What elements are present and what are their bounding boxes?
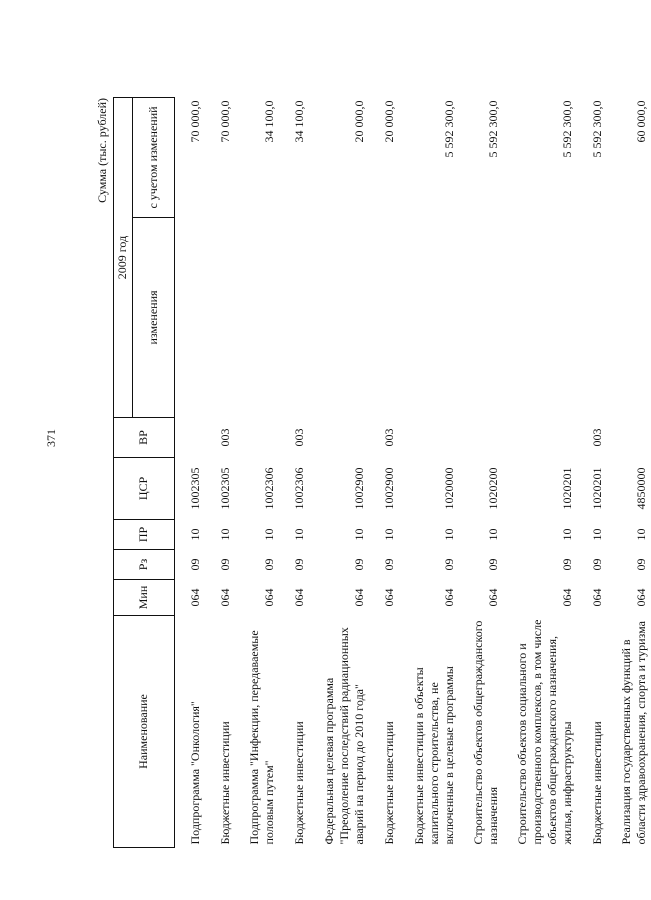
table-row — [399, 97, 459, 847]
header-with-changes: с учетом изменений — [133, 97, 175, 217]
row-pr: 10 — [187, 528, 202, 541]
row-pr: 10 — [381, 528, 396, 541]
row-csr: 1020200 — [485, 467, 500, 510]
row-min: 064 — [381, 588, 396, 607]
row-total: 20 000,0 — [381, 100, 396, 143]
row-csr: 1002305 — [217, 467, 232, 510]
row-changes — [309, 218, 369, 418]
row-name: Подпрограмма "Инфекции, передаваемые половым путем" — [246, 630, 276, 845]
row-total: 70 000,0 — [217, 100, 232, 143]
row-csr: 1002305 — [187, 467, 202, 510]
row-pr: 10 — [217, 528, 232, 541]
header-rz: Рз — [114, 550, 175, 580]
row-name: Бюджетные инвестиции — [589, 721, 604, 845]
header-name: Наименование — [114, 616, 175, 848]
row-total: 60 000,0 — [633, 100, 648, 143]
row-vr — [175, 418, 205, 458]
row-min: 064 — [217, 588, 232, 607]
header-changes: изменения — [133, 218, 175, 418]
row-vr: 003 — [217, 428, 232, 447]
row-changes — [205, 218, 235, 418]
row-vr — [503, 418, 577, 458]
units-caption: Сумма (тыс. рублей) — [95, 98, 109, 203]
row-pr: 10 — [291, 528, 306, 541]
row-rz: 09 — [261, 558, 276, 571]
row-min: 064 — [485, 588, 500, 607]
row-rz: 09 — [217, 558, 232, 571]
row-rz: 09 — [381, 558, 396, 571]
row-name: Бюджетные инвестиции — [291, 721, 306, 845]
row-total: 34 100,0 — [291, 100, 306, 143]
header-min: Мин — [114, 580, 175, 616]
row-name: Строительство объектов общегражданского назначения — [470, 620, 500, 845]
row-rz: 09 — [485, 558, 500, 571]
row-vr: 003 — [589, 428, 604, 447]
table-row — [607, 97, 651, 847]
table-row — [459, 97, 503, 847]
row-name: Бюджетные инвестиции — [217, 721, 232, 845]
table-row — [309, 97, 369, 847]
row-changes — [459, 218, 503, 418]
row-total: 5 592 300,0 — [485, 100, 500, 158]
table-row — [279, 97, 309, 847]
rotated-table-block — [95, 88, 648, 848]
row-csr: 1020201 — [589, 467, 604, 510]
table-row — [205, 97, 235, 847]
row-min: 064 — [589, 588, 604, 607]
row-vr — [607, 418, 651, 458]
row-changes — [235, 218, 279, 418]
row-changes — [577, 218, 607, 418]
row-pr: 10 — [485, 528, 500, 541]
row-pr: 10 — [633, 528, 648, 541]
row-min: 064 — [261, 588, 276, 607]
row-pr: 10 — [351, 528, 366, 541]
row-total: 70 000,0 — [187, 100, 202, 143]
row-total: 20 000,0 — [351, 100, 366, 143]
row-name: Бюджетные инвестиции — [381, 721, 396, 845]
row-min: 064 — [559, 588, 574, 607]
row-csr: 1002306 — [261, 467, 276, 510]
table-body — [175, 97, 651, 847]
header-vr: ВР — [114, 418, 175, 458]
row-name: Подпрограмма "Онкология" — [187, 701, 202, 845]
header-year: 2009 год — [114, 97, 133, 417]
row-changes — [279, 218, 309, 418]
table-row — [503, 97, 577, 847]
row-csr: 1002900 — [351, 467, 366, 510]
row-name: Реализация государственных функций в области здравоохранения, спорта и туризма — [618, 621, 648, 845]
row-name: Строительство объектов социального и производственного комплексов, в том числе объектов общегражданского назначения, жилья, инфраструктуры — [514, 619, 574, 845]
table-row — [175, 97, 205, 847]
row-csr: 1020000 — [441, 467, 456, 510]
table-row — [577, 97, 607, 847]
row-pr: 10 — [559, 528, 574, 541]
table-row — [235, 97, 279, 847]
row-total: 5 592 300,0 — [441, 100, 456, 158]
row-rz: 09 — [633, 558, 648, 571]
row-changes — [503, 218, 577, 418]
header-csr: ЦСР — [114, 458, 175, 520]
row-min: 064 — [441, 588, 456, 607]
row-vr: 003 — [291, 428, 306, 447]
table-row — [369, 97, 399, 847]
row-rz: 09 — [187, 558, 202, 571]
row-vr — [399, 418, 459, 458]
row-csr: 1002306 — [291, 467, 306, 510]
row-rz: 09 — [589, 558, 604, 571]
page-number: 371 — [44, 429, 58, 447]
row-vr — [235, 418, 279, 458]
row-min: 064 — [291, 588, 306, 607]
row-pr: 10 — [589, 528, 604, 541]
row-rz: 09 — [291, 558, 306, 571]
row-changes — [175, 218, 205, 418]
row-csr: 1002900 — [381, 467, 396, 510]
row-vr — [459, 418, 503, 458]
row-name: Федеральная целевая программа "Преодоление последствий радиационных аварий на период до 2010 года" — [321, 627, 366, 845]
row-vr — [309, 418, 369, 458]
row-total: 5 592 300,0 — [589, 100, 604, 158]
row-min: 064 — [187, 588, 202, 607]
row-total: 34 100,0 — [261, 100, 276, 143]
row-csr: 4850000 — [633, 467, 648, 510]
row-min: 064 — [633, 588, 648, 607]
row-min: 064 — [351, 588, 366, 607]
row-total: 5 592 300,0 — [559, 100, 574, 158]
row-rz: 09 — [351, 558, 366, 571]
row-name: Бюджетные инвестиции в объекты капитального строительства, не включенные в целевые программы — [411, 666, 456, 845]
row-changes — [607, 218, 651, 418]
row-rz: 09 — [559, 558, 574, 571]
budget-table — [113, 97, 651, 848]
row-changes — [399, 218, 459, 418]
row-changes — [369, 218, 399, 418]
header-pr: ПР — [114, 520, 175, 550]
row-pr: 10 — [261, 528, 276, 541]
row-vr: 003 — [381, 428, 396, 447]
row-pr: 10 — [441, 528, 456, 541]
row-rz: 09 — [441, 558, 456, 571]
row-csr: 1020201 — [559, 467, 574, 510]
